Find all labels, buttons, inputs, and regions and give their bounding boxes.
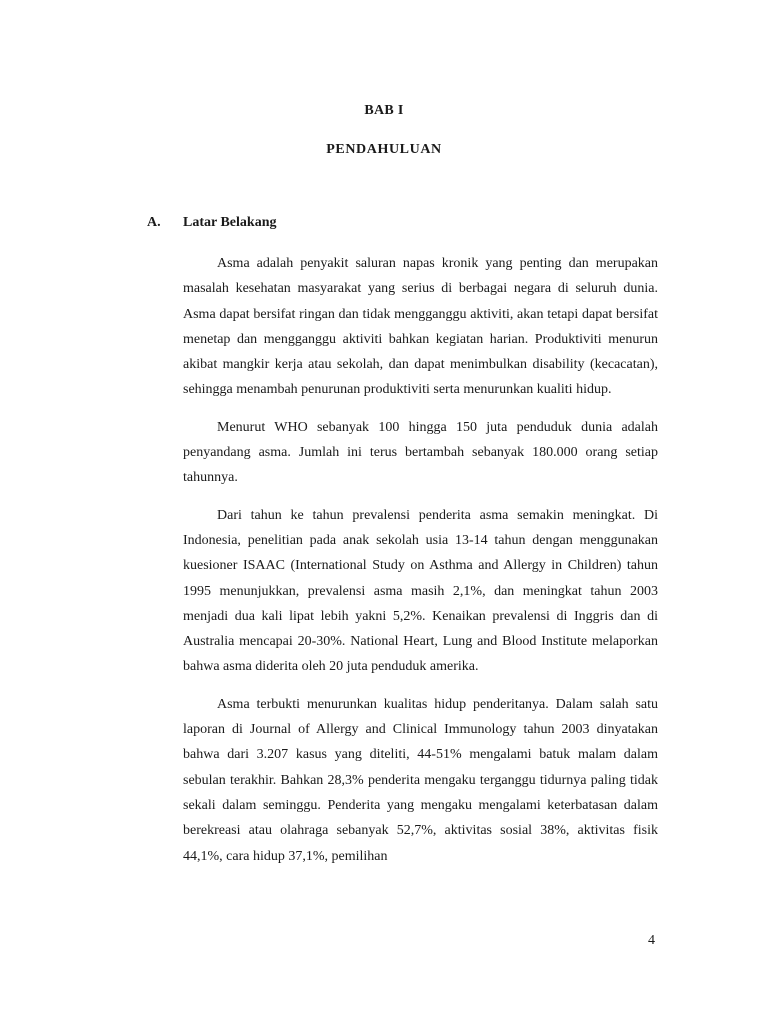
section-title: Latar Belakang [183, 215, 277, 230]
paragraph: Asma terbukti menurunkan kualitas hidup penderitanya. Dalam salah satu laporan di Journal of Allergy and Clinical Immunology tahun 2003 dinyatakan bahwa dari 3.207 kasus yang diteliti, 44-51% mengalami batuk malam dalam sebulan terakhir. Bahkan 28,3% penderita mengaku terganggu tidurnya paling tidak sekali dalam seminggu. Penderita yang mengaku mengalami keterbatasan dalam berekreasi atau olahraga sebanyak 52,7%, aktivitas sosial 38%, aktivitas fisik 44,1%, cara hidup 37,1%, pemilihan [183, 696, 658, 864]
chapter-label: BAB I [364, 103, 404, 118]
page-number: 4 [648, 933, 655, 948]
section-heading [147, 215, 276, 231]
paragraph: Asma adalah penyakit saluran napas kronik yang penting dan merupakan masalah kesehatan masyarakat yang serius di berbagai negara di seluruh dunia. Asma dapat bersifat ringan dan tidak mengganggu aktiviti, akan tetapi dapat bersifat menetap dan mengganggu aktiviti bahkan kegiatan harian. Produktiviti menurun akibat mangkir kerja atau sekolah, dan dapat menimbulkan disability (kecacatan), sehingga menambah penurunan produktiviti serta menurunkan kualiti hidup. [183, 256, 658, 398]
body-text [183, 251, 658, 881]
chapter-title: PENDAHULUAN [326, 142, 442, 157]
paragraph: Dari tahun ke tahun prevalensi penderita asma semakin meningkat. Di Indonesia, penelitian pada anak sekolah usia 13-14 tahun dengan menggunakan kuesioner ISAAC (International Study on Asthma and Allergy in Children) tahun 1995 menunjukkan, prevalensi asma masih 2,1%, dan meningkat tahun 2003 menjadi dua kali lipat lebih yakni 5,2%. Kenaikan prevalensi di Inggris dan di Australia mencapai 20-30%. National Heart, Lung and Blood Institute melaporkan bahwa asma diderita oleh 20 juta penduduk amerika. [183, 507, 658, 675]
section-letter: A. [147, 215, 161, 230]
paragraph: Menurut WHO sebanyak 100 hingga 150 juta penduduk dunia adalah penyandang asma. Jumlah ini terus bertambah sebanyak 180.000 orang setiap tahunnya. [183, 419, 658, 486]
